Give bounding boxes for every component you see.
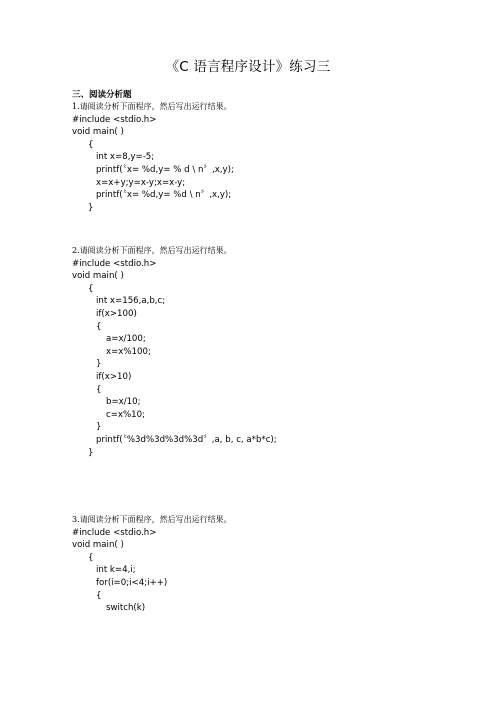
question-heading: 2.请阅读分析下面程序，然后写出运行结果。 xyxy=(72,246,232,255)
code-line: if(x>10) xyxy=(96,371,132,382)
code-line: { xyxy=(88,283,94,294)
question-2 xyxy=(72,245,432,459)
code-line: { xyxy=(96,321,102,332)
code-line: int x=156,a,b,c; xyxy=(96,296,166,307)
question-3 xyxy=(72,514,432,615)
code-line: { xyxy=(96,384,102,395)
code-line: if(x>100) xyxy=(96,308,137,319)
code-line: #include <stdio.h> xyxy=(72,114,157,125)
code-line: for(i=0;i<4;i++) xyxy=(96,577,168,588)
code-line: switch(k) xyxy=(106,603,146,614)
code-line: void main( ) xyxy=(72,271,124,282)
code-line: { xyxy=(88,552,94,563)
code-line: #include <stdio.h> xyxy=(72,527,157,538)
code-line: c=x%10; xyxy=(106,409,146,420)
question-heading: 1.请阅读分析下面程序，然后写出运行结果。 xyxy=(72,102,232,111)
code-line: printf(〝x= %d,y= %d \ n〞,x,y); xyxy=(96,190,232,201)
code-line: int k=4,i; xyxy=(96,565,136,576)
question-1 xyxy=(72,101,432,214)
code-line: int x=8,y=-5; xyxy=(96,152,155,163)
code-line: } xyxy=(88,447,94,458)
code-line: printf(〝%3d%3d%3d%3d〞,a, b, c, a*b*c); xyxy=(96,434,277,445)
code-line: printf(〝x= %d,y= % d \ n〞,x,y); xyxy=(96,164,234,175)
code-line: void main( ) xyxy=(72,540,124,551)
code-line: } xyxy=(88,202,94,213)
code-line: a=x/100; xyxy=(106,334,146,345)
section-heading: 三、阅读分析题 xyxy=(72,90,132,100)
code-line: void main( ) xyxy=(72,127,124,138)
code-line: { xyxy=(88,139,94,150)
code-line: #include <stdio.h> xyxy=(72,258,157,269)
code-line: } xyxy=(96,422,102,433)
code-line: } xyxy=(96,359,102,370)
question-heading: 3.请阅读分析下面程序，然后写出运行结果。 xyxy=(72,515,232,524)
code-line: { xyxy=(96,590,102,601)
code-line: x=x+y;y=x-y;x=x-y; xyxy=(96,177,186,188)
code-line: b=x/10; xyxy=(106,397,141,408)
code-line: x=x%100; xyxy=(106,346,151,357)
document-title: 《C 语言程序设计》练习三 xyxy=(165,59,331,75)
